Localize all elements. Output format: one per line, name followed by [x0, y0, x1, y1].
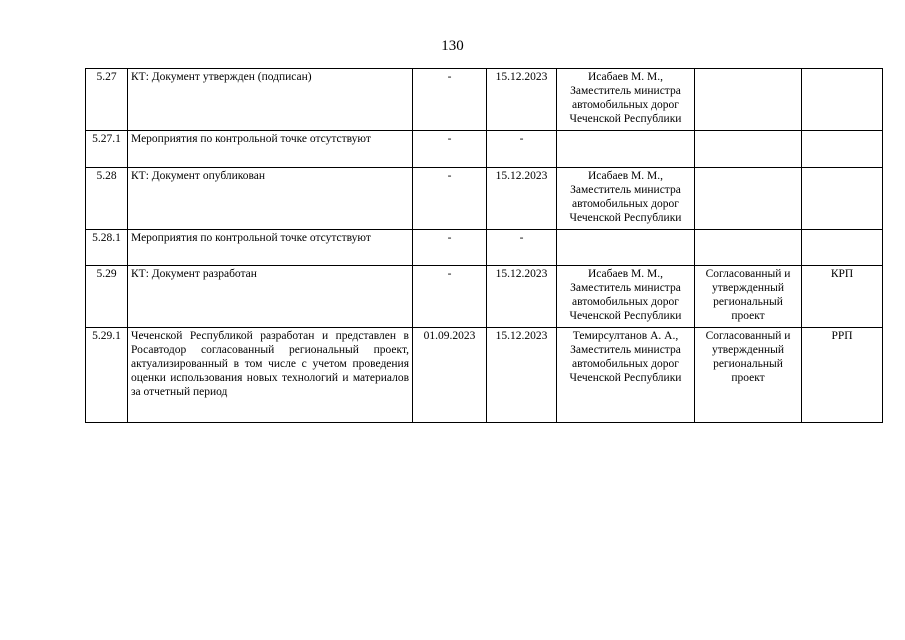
row-system: РРП	[802, 328, 883, 423]
row-system	[802, 168, 883, 230]
row-responsible: Исабаев М. М., Заместитель министра автомобильных дорог Чеченской Республики	[557, 266, 695, 328]
page-number: 130	[441, 38, 464, 54]
row-name: Чеченской Республикой разработан и представлен в Росавтодор согласованный региональный проект, актуализированный в том числе с учетом проведения оценки использования новых технологий и материалов за отчетный период	[128, 328, 413, 423]
row-end-date: 15.12.2023	[487, 69, 557, 131]
row-end-date: -	[487, 230, 557, 266]
row-start-date: -	[413, 168, 487, 230]
row-number: 5.29.1	[86, 328, 128, 423]
table-row	[86, 328, 883, 423]
row-result: Согласованный и утвержденный региональный проект	[695, 328, 802, 423]
row-start-date: -	[413, 69, 487, 131]
table-row	[86, 230, 883, 266]
row-responsible	[557, 230, 695, 266]
row-end-date: -	[487, 131, 557, 168]
table-row	[86, 266, 883, 328]
row-responsible: Исабаев М. М., Заместитель министра автомобильных дорог Чеченской Республики	[557, 69, 695, 131]
row-result: Согласованный и утвержденный региональный проект	[695, 266, 802, 328]
row-result	[695, 168, 802, 230]
row-start-date: -	[413, 230, 487, 266]
row-name: Мероприятия по контрольной точке отсутствуют	[128, 131, 413, 168]
row-number: 5.27	[86, 69, 128, 131]
row-number: 5.28	[86, 168, 128, 230]
control-points-table	[85, 68, 883, 423]
table-row	[86, 131, 883, 168]
row-name: Мероприятия по контрольной точке отсутствуют	[128, 230, 413, 266]
table-row	[86, 168, 883, 230]
row-number: 5.29	[86, 266, 128, 328]
row-end-date: 15.12.2023	[487, 328, 557, 423]
row-number: 5.28.1	[86, 230, 128, 266]
row-responsible: Темирсултанов А. А., Заместитель министра автомобильных дорог Чеченской Республики	[557, 328, 695, 423]
row-name: КТ: Документ утвержден (подписан)	[128, 69, 413, 131]
table-row	[86, 69, 883, 131]
row-name: КТ: Документ опубликован	[128, 168, 413, 230]
row-end-date: 15.12.2023	[487, 168, 557, 230]
row-start-date: 01.09.2023	[413, 328, 487, 423]
row-result	[695, 69, 802, 131]
row-start-date: -	[413, 131, 487, 168]
row-responsible: Исабаев М. М., Заместитель министра автомобильных дорог Чеченской Республики	[557, 168, 695, 230]
row-system	[802, 230, 883, 266]
row-responsible	[557, 131, 695, 168]
row-result	[695, 131, 802, 168]
row-system	[802, 69, 883, 131]
row-result	[695, 230, 802, 266]
row-start-date: -	[413, 266, 487, 328]
row-system	[802, 131, 883, 168]
row-number: 5.27.1	[86, 131, 128, 168]
row-end-date: 15.12.2023	[487, 266, 557, 328]
row-system: КРП	[802, 266, 883, 328]
row-name: КТ: Документ разработан	[128, 266, 413, 328]
